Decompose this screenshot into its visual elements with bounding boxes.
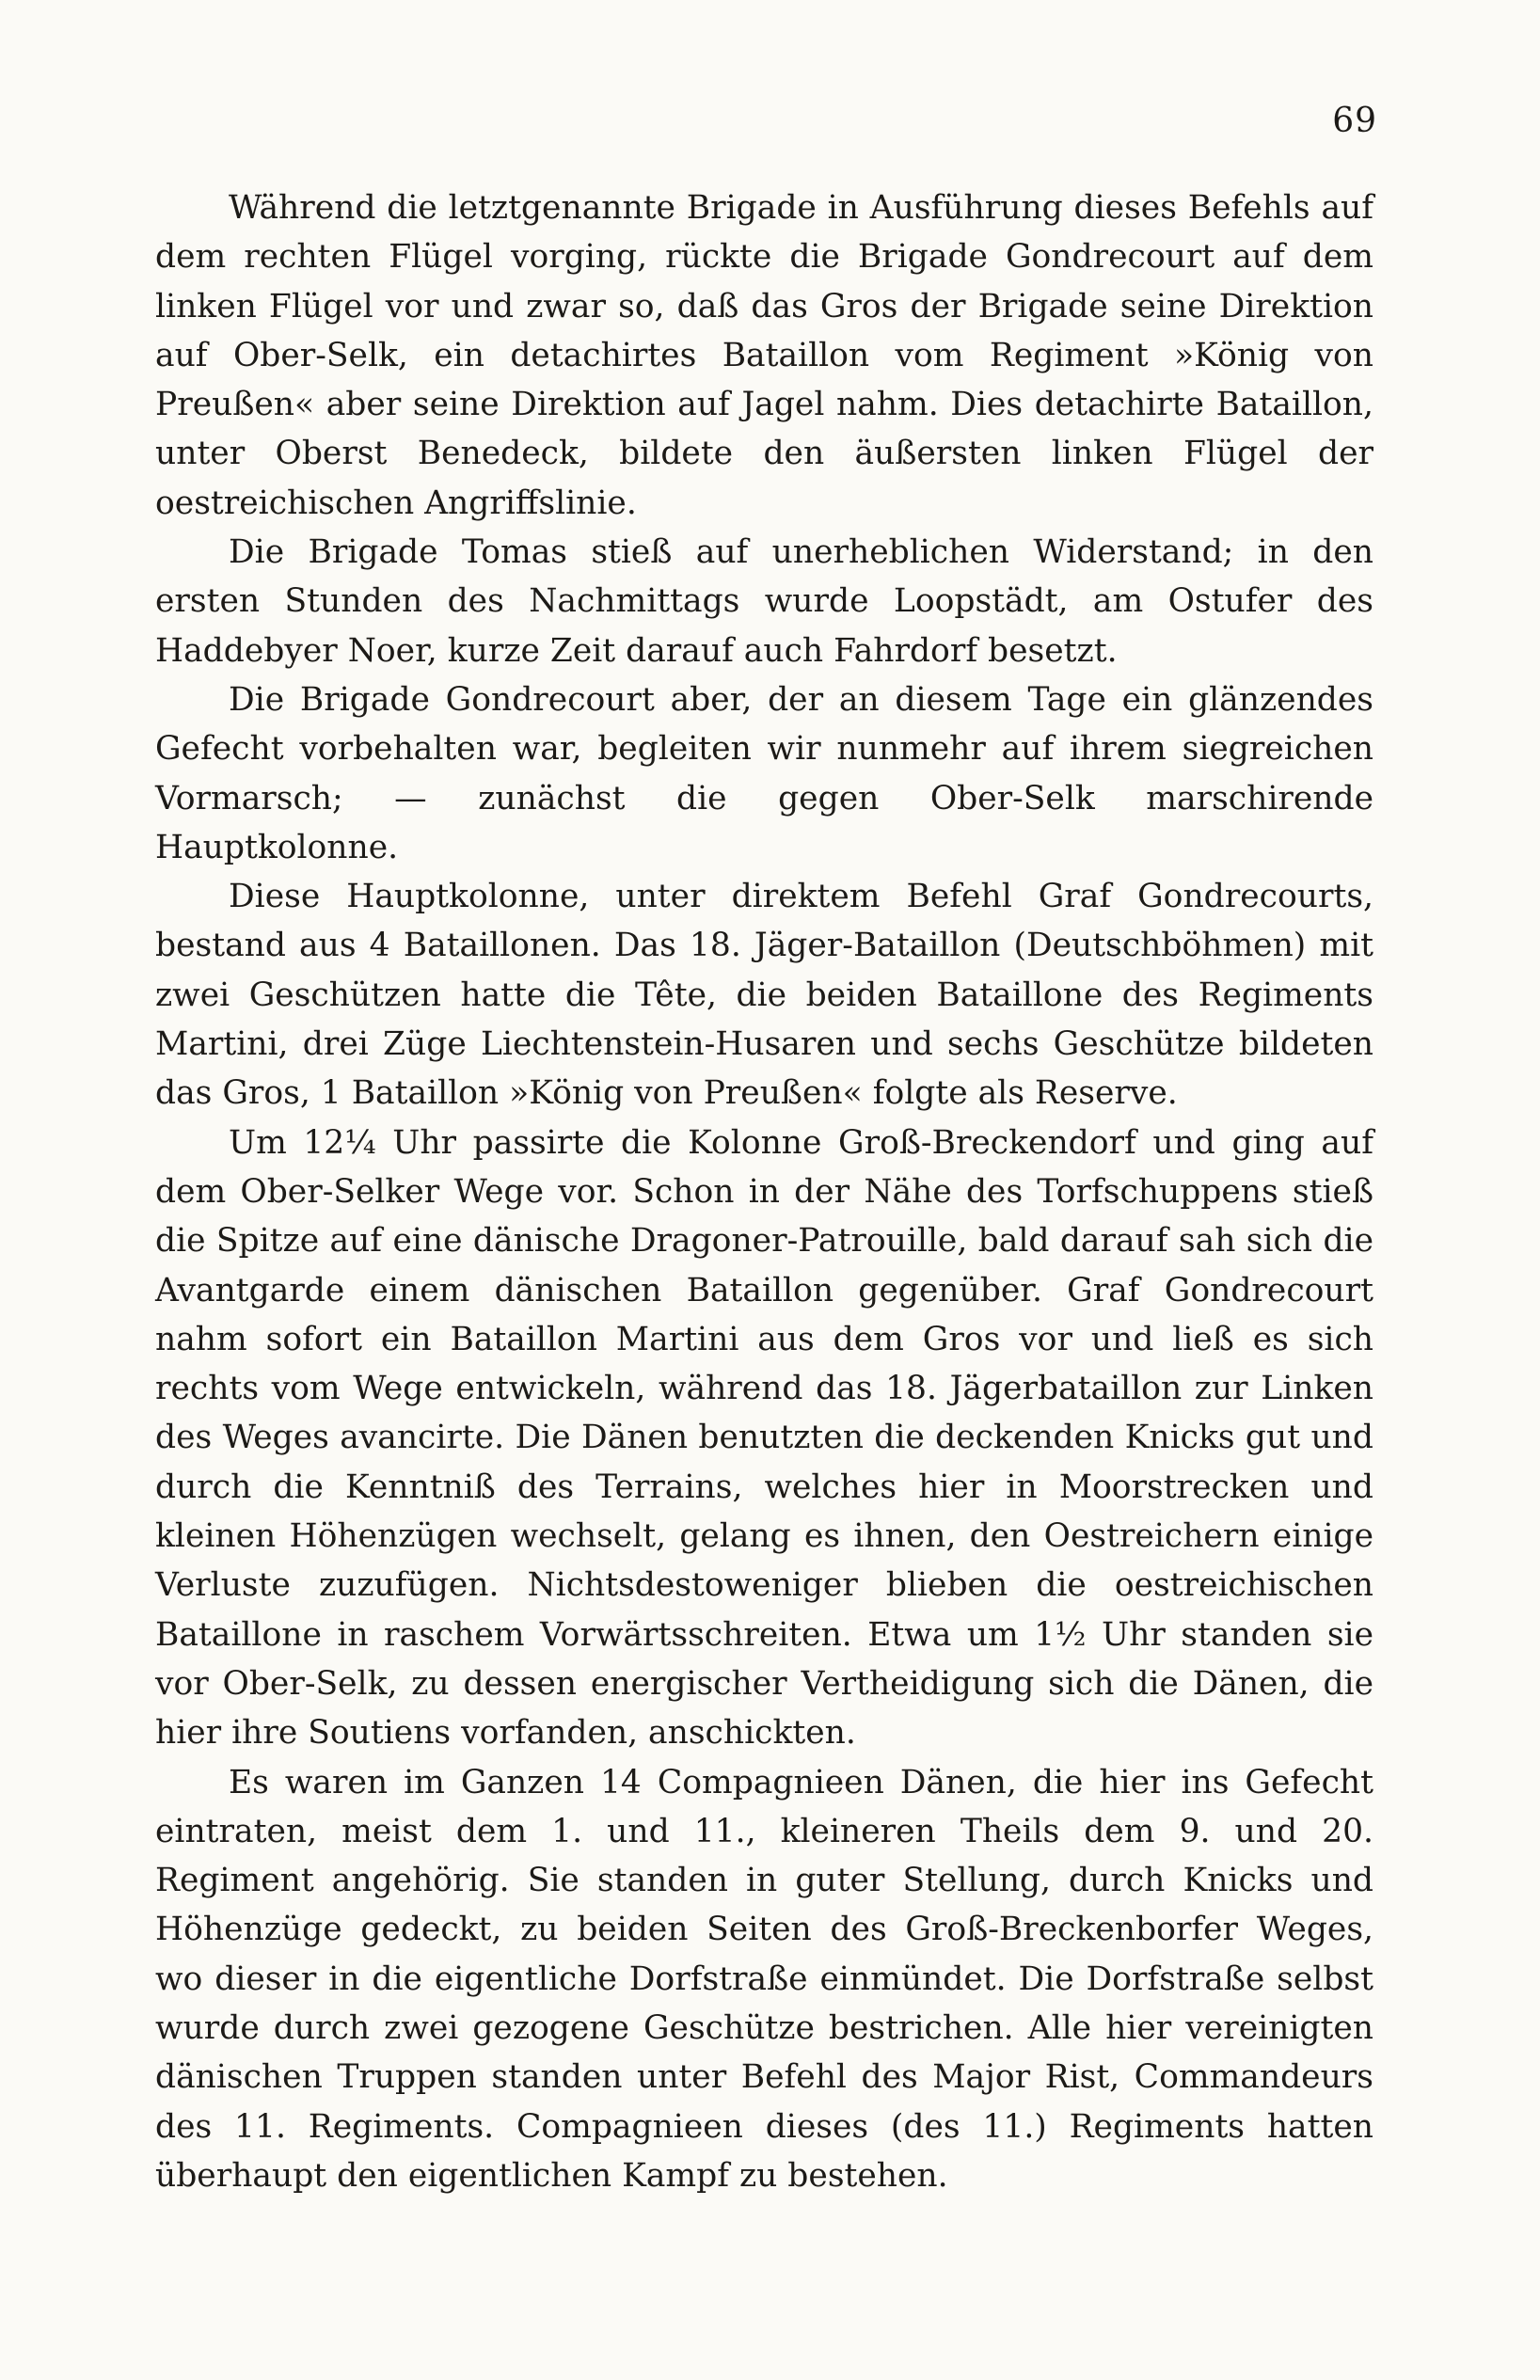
paragraph: Diese Hauptkolonne, unter direktem Befehl Graf Gondrecourts, bestand aus 4 Bataillonen. Das 18. Jäger-Bataillon (Deutschböhmen) mit zwei Geschützen hatte die Tête, die beiden Bataillone des Regiments Martini, drei Züge Liechtenstein-Husaren und sechs Geschütze bildeten das Gros, 1 Bataillon »König von Preußen« folgte als Reserve.: [155, 878, 1373, 1113]
paragraph: Die Brigade Gondrecourt aber, der an diesem Tage ein glänzendes Gefecht vorbehalten war, begleiten wir nunmehr auf ihrem siegreichen Vormarsch; — zunächst die gegen Ober-Selk marschirende Hauptkolonne.: [155, 680, 1373, 866]
paragraph: Während die letztgenannte Brigade in Ausführung dieses Befehls auf dem rechten Flügel vorging, rückte die Brigade Gondrecourt auf dem linken Flügel vor und zwar so, daß das Gros der Brigade seine Direktion auf Ober-Selk, ein detachirtes Bataillon vom Regiment »König von Preußen« aber seine Direktion auf Jagel nahm. Dies detachirte Bataillon, unter Oberst Benedeck, bildete den äußersten linken Flügel der oestreichischen Angriffslinie.: [155, 189, 1373, 522]
paragraph: Um 12¼ Uhr passirte die Kolonne Groß-Breckendorf und ging auf dem Ober-Selker Wege vor. Schon in der Nähe des Torfschuppens stieß die Spitze auf eine dänische Dragoner-Patrouille, bald darauf sah sich die Avantgarde einem dänischen Bataillon gegenüber. Graf Gondrecourt nahm sofort ein Bataillon Martini aus dem Gros vor und ließ es sich rechts vom Wege entwickeln, während das 18. Jägerbataillon zur Linken des Weges avancirte. Die Dänen benutzten die deckenden Knicks gut und durch die Kenntniß des Terrains, welches hier in Moorstrecken und kleinen Höhenzügen wechselt, gelang es ihnen, den Oestreichern einige Verluste zuzufügen. Nichtsdestoweniger blieben die oestreichischen Bataillone in raschem Vorwärtsschreiten. Etwa um 1½ Uhr standen sie vor Ober-Selk, zu dessen energischer Vertheidigung sich die Dänen, die hier ihre Soutiens vorfanden, anschickten.: [155, 1123, 1373, 1753]
paragraph: Es waren im Ganzen 14 Compagnieen Dänen, die hier ins Gefecht eintraten, meist dem 1. und 11., kleineren Theils dem 9. und 20. Regiment angehörig. Sie standen in guter Stellung, durch Knicks und Höhenzüge gedeckt, zu beiden Seiten des Groß-Breckenborfer Weges, wo dieser in die eigentliche Dorfstraße einmündet. Die Dorfstraße selbst wurde durch zwei gezogene Geschütze bestrichen. Alle hier vereinigten dänischen Truppen standen unter Befehl des Major Rist, Commandeurs des 11. Regiments. Compagnieen dieses (des 11.) Regiments hatten überhaupt den eigentlichen Kampf zu bestehen.: [155, 1763, 1373, 2195]
page-number: 69: [1332, 102, 1377, 140]
body-text: [155, 183, 1373, 2200]
paragraph: Die Brigade Tomas stieß auf unerheblichen Widerstand; in den ersten Stunden des Nachmittags wurde Loopstädt, am Ostufer des Haddebyer Noer, kurze Zeit darauf auch Fahrdorf besetzt.: [155, 533, 1373, 670]
